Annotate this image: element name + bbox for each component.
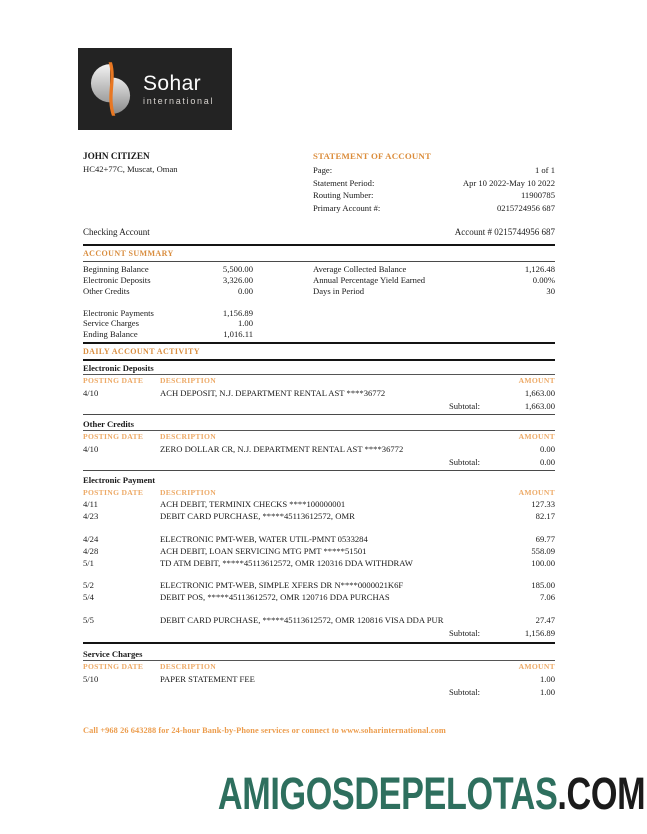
description-header: DESCRIPTION [160, 376, 217, 386]
amount: 558.09 [531, 545, 555, 556]
logo-tagline: international [143, 95, 215, 106]
sohar-logo-icon [90, 60, 132, 118]
amount: 1,663.00 [524, 387, 555, 398]
summary-row-left [83, 286, 253, 297]
summary-label: Beginning Balance [83, 264, 149, 274]
subtotal-row [83, 627, 555, 640]
subtotal-amount: 1,663.00 [524, 400, 555, 411]
transaction-row [83, 545, 555, 557]
posting-date-header: POSTING DATE [83, 662, 144, 672]
subtotal-amount: 1,156.89 [524, 627, 555, 638]
summary-label: Electronic Deposits [83, 274, 151, 285]
summary-row-left [83, 297, 253, 308]
site-watermark [218, 768, 645, 820]
activity-section [83, 647, 555, 699]
posting-date: 4/10 [83, 443, 99, 454]
amount: 1.00 [539, 673, 555, 684]
description: DEBIT POS, *****45113612572, OMR 120716 DDA PURCHAS [160, 592, 390, 603]
logo-name: Sohar [143, 71, 202, 95]
description-header: DESCRIPTION [160, 487, 217, 497]
summary-label: Average Collected Balance [313, 264, 407, 274]
statement-info-row [313, 189, 555, 202]
description-header: DESCRIPTION [160, 432, 217, 442]
posting-date: 5/10 [83, 673, 99, 684]
transaction-row [83, 579, 555, 591]
transaction-row [83, 557, 555, 569]
info-label: Statement Period: [313, 177, 375, 188]
statement-info-row [313, 164, 555, 177]
transaction-row [83, 591, 555, 603]
description: ELECTRONIC PMT-WEB, WATER UTIL-PMNT 0533284 [160, 533, 368, 544]
summary-value: 0.00% [532, 274, 555, 285]
subtotal-label: Subtotal: [448, 457, 480, 468]
subtotal-label: Subtotal: [448, 400, 480, 411]
description: DEBIT CARD PURCHASE, *****45113612572, OMR 120816 VISA DDA PUR [160, 614, 444, 625]
summary-label: Days in Period [313, 285, 365, 296]
amount-header: AMOUNT [518, 376, 555, 386]
statement-info-row [313, 177, 555, 190]
summary-row-right [313, 275, 555, 286]
description: ACH DEBIT, TERMINIX CHECKS ****100000001 [160, 499, 346, 510]
posting-date: 5/5 [83, 614, 94, 625]
subtotal-row [83, 686, 555, 699]
transaction-row [83, 387, 555, 399]
info-label: Primary Account #: [313, 202, 381, 213]
subtotal-amount: 1.00 [539, 686, 555, 697]
summary-label: Service Charges [83, 318, 139, 329]
posting-date: 5/2 [83, 580, 94, 591]
description: TD ATM DEBIT, *****45113612572, OMR 120316 DDA WITHDRAW [160, 557, 413, 568]
info-value: 0215724956 687 [496, 202, 555, 213]
description: ACH DEBIT, LOAN SERVICING MTG PMT *****51501 [160, 545, 367, 556]
account-summary-title: ACCOUNT SUMMARY [83, 248, 174, 258]
activity-section-title: Service Charges [83, 647, 555, 661]
divider [83, 414, 555, 415]
summary-value: 30 [546, 285, 555, 296]
description: DEBIT CARD PURCHASE, *****45113612572, OMR [160, 511, 355, 522]
watermark-main: AMIGOSDEPELOTAS [217, 768, 558, 819]
posting-date: 4/28 [83, 545, 99, 556]
transaction-row [83, 498, 555, 510]
summary-row-left [83, 318, 253, 329]
info-value: Apr 10 2022-May 10 2022 [462, 177, 555, 188]
summary-label: Ending Balance [83, 329, 138, 340]
summary-label: Electronic Payments [83, 307, 154, 318]
description: ELECTRONIC PMT-WEB, SIMPLE XFERS DR N****0000021K6F [160, 580, 404, 591]
subtotal-label: Subtotal: [448, 627, 480, 638]
statement-info-row [313, 202, 555, 215]
summary-value: 1,126.48 [524, 264, 555, 274]
summary-value: 1.00 [237, 318, 253, 329]
posting-date: 4/23 [83, 511, 99, 522]
transaction-row [83, 614, 555, 626]
activity-section [83, 473, 555, 644]
amount: 127.33 [531, 499, 555, 510]
transaction-row [83, 533, 555, 545]
statement-info-rows [313, 164, 555, 214]
subtotal-row [83, 456, 555, 469]
amount: 100.00 [531, 557, 555, 568]
logo-text [143, 73, 214, 106]
divider [83, 642, 555, 644]
amount: 7.06 [539, 592, 555, 603]
posting-date: 5/4 [83, 592, 94, 603]
summary-row-right [313, 264, 555, 275]
transaction-row [83, 510, 555, 522]
posting-date: 5/1 [83, 557, 94, 568]
activity-section-title: Other Credits [83, 417, 555, 431]
summary-value: 1,156.89 [222, 307, 253, 318]
description-header: DESCRIPTION [160, 662, 217, 672]
daily-activity-sections [83, 361, 555, 699]
row-spacer [83, 569, 555, 579]
activity-section [83, 417, 555, 471]
column-header-row [83, 375, 555, 387]
summary-value: 5,500.00 [222, 264, 253, 274]
account-summary-table [83, 262, 555, 343]
statement-body [83, 149, 555, 699]
account-line [83, 227, 555, 237]
column-header-row [83, 486, 555, 498]
posting-date-header: POSTING DATE [83, 487, 144, 497]
transaction-row [83, 673, 555, 685]
transaction-row [83, 443, 555, 455]
column-header-row [83, 661, 555, 673]
summary-row-left [83, 275, 253, 286]
info-label: Routing Number: [313, 190, 374, 201]
amount: 185.00 [531, 580, 555, 591]
summary-row-right [313, 286, 555, 297]
activity-section-title: Electronic Deposits [83, 361, 555, 375]
summary-row-left [83, 264, 253, 275]
bank-logo [78, 48, 232, 130]
amount-header: AMOUNT [518, 662, 555, 672]
bank-by-phone-footer: Call +968 26 643288 for 24-hour Bank-by-Phone services or connect to www.soharinternational.com [83, 726, 446, 735]
daily-activity-title: DAILY ACCOUNT ACTIVITY [83, 346, 200, 356]
summary-value: 3,326.00 [222, 274, 253, 285]
info-label: Page: [313, 165, 333, 175]
posting-date-header: POSTING DATE [83, 376, 144, 386]
description: ZERO DOLLAR CR, N.J. DEPARTMENT RENTAL AST ****36772 [160, 443, 404, 454]
summary-row-left [83, 329, 253, 340]
amount-header: AMOUNT [518, 432, 555, 442]
summary-value: 1,016.11 [223, 329, 253, 340]
subtotal-row [83, 400, 555, 413]
statement-of-account-title: STATEMENT OF ACCOUNT [313, 151, 432, 161]
column-header-row [83, 431, 555, 443]
subtotal-label: Subtotal: [448, 686, 480, 697]
amount: 0.00 [539, 443, 555, 454]
posting-date-header: POSTING DATE [83, 432, 144, 442]
subtotal-amount: 0.00 [539, 457, 555, 468]
info-value: 11900785 [520, 190, 555, 201]
summary-label: Other Credits [83, 285, 130, 296]
posting-date: 4/24 [83, 533, 99, 544]
customer-name: JOHN CITIZEN [83, 151, 150, 161]
watermark-suffix: .COM [557, 768, 645, 819]
summary-right-column [313, 264, 555, 340]
row-spacer [83, 523, 555, 533]
amount: 82.17 [535, 511, 555, 522]
activity-section-title: Electronic Payment [83, 475, 156, 486]
summary-left-column [83, 264, 253, 340]
amount: 69.77 [535, 533, 555, 544]
divider [83, 470, 555, 471]
summary-label: Annual Percentage Yield Earned [313, 274, 426, 285]
statement-header [83, 149, 555, 222]
activity-section [83, 361, 555, 415]
account-type-label: Checking Account [83, 227, 150, 237]
amount-header: AMOUNT [518, 487, 555, 497]
amount: 27.47 [535, 614, 555, 625]
description: ACH DEPOSIT, N.J. DEPARTMENT RENTAL AST ****36772 [160, 387, 386, 398]
summary-row-left [83, 308, 253, 319]
summary-value: 0.00 [237, 285, 253, 296]
row-spacer [83, 604, 555, 614]
description: PAPER STATEMENT FEE [160, 673, 255, 684]
account-number-label: Account # 0215744956 687 [454, 227, 555, 237]
statement-info-block [313, 151, 555, 214]
info-value: 1 of 1 [534, 165, 555, 175]
posting-date: 4/11 [83, 499, 98, 510]
posting-date: 4/10 [83, 387, 99, 398]
customer-address: HC42+77C, Muscat, Oman [83, 164, 178, 174]
